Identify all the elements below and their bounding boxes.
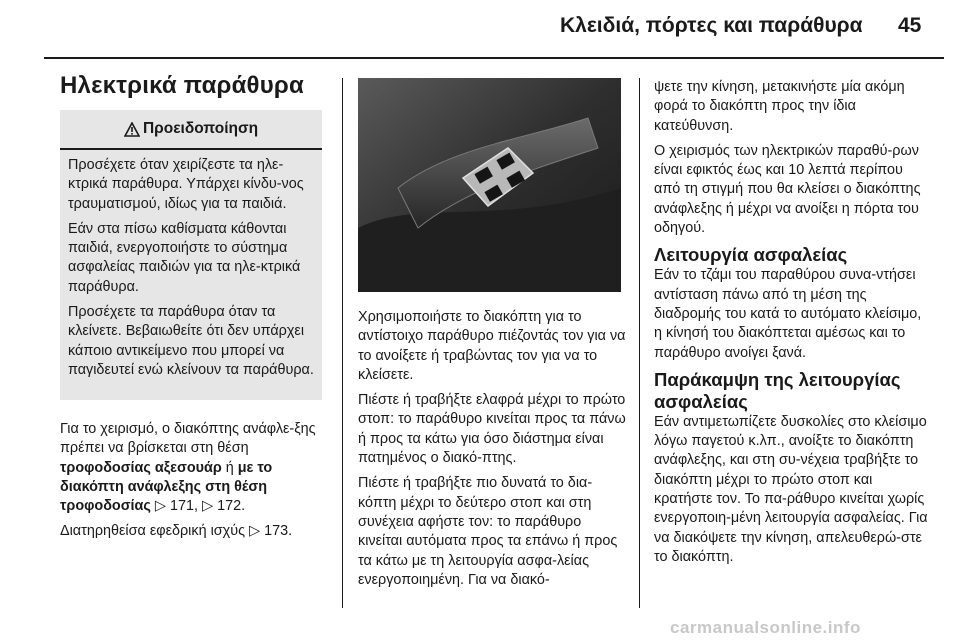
arrow-right-icon: ▷ [201, 498, 214, 515]
column-3-text [654, 78, 930, 573]
page-number: 45 [898, 14, 922, 37]
page-reference[interactable]: 173 [264, 523, 289, 540]
body-paragraph: Ο χειρισμός των ηλεκτρικών παραθύ-ρων είναι εφικτός έως και 10 λεπτά περίπου από τη στιγμή που θα κλείσει ο διακόπτης ανάφλεξης ή μέχρι να ανοίξει η πόρτα του οδηγού. [654, 142, 921, 237]
warning-heading-text: Προειδοποίηση [142, 120, 259, 137]
body-paragraph: ψετε την κίνηση, μετακινήστε μία ακόμη φορά το διακόπτη προς την ίδια κατεύθυνση. [654, 79, 905, 134]
column-divider-2 [639, 78, 640, 608]
body-paragraph: Χρησιμοποιήστε το διακόπτη για το αντίστοιχο παράθυρο πιέζοντάς τον για να το ανοίξετε ή τραβώντας τον για να το κλείσετε. [358, 309, 626, 383]
warning-box [60, 110, 322, 400]
warning-triangle-icon [124, 122, 140, 137]
page-reference[interactable]: 171 [169, 498, 194, 515]
column-1-text [60, 420, 326, 548]
page-header-title: Κλειδιά, πόρτες και παράθυρα [560, 14, 863, 37]
warning-paragraph: Εάν στα πίσω καθίσματα κάθονται παιδιά, ενεργοποιήστε το σύστημα ασφαλείας παιδιών για τα ηλε-κτρικά παράθυρα. [68, 220, 301, 295]
body-paragraph: Εάν αντιμετωπίζετε δυσκολίες στο κλείσιμο λόγω παγετού κ.λπ., ανοίξτε το διακόπτη ανάφλεξης, και στη συ-νέχεια τραβήξτε το διακόπτη μέχρι το πρώτο στοπ και κρατήστε τον. Το πα-ράθυρο κινείται χωρίς ενεργοποιη-μένη λειτουργία ασφαλείας. Για να διακόψετε την κίνηση, απελευθερώ-στε το διακόπτη. [654, 413, 928, 565]
subheading-safety-function: Λειτουργία ασφαλείας [654, 244, 848, 266]
arrow-right-icon: ▷ [249, 523, 261, 540]
body-paragraph: Πιέστε ή τραβήξτε πιο δυνατά το δια-κόπτη μέχρι το δεύτερο στοπ και στη συνέχεια αφήστε τον: το παράθυρο κινείται αυτόματα προς τα επάνω ή προς τα κάτω με τη λειτουργία ασφα-λείας ενεργοποιημένη. Για να διακό- [358, 475, 618, 588]
subheading-override-safety: Παράκαμψη της λειτουργίας ασφαλείας [654, 368, 901, 412]
column-divider-1 [342, 78, 343, 608]
section-title: Ηλεκτρικά παράθυρα [60, 72, 304, 99]
window-switch-photo [358, 78, 621, 292]
ignition-on-term: με το διακόπτη ανάφλεξης στη θέση τροφοδοσίας [60, 459, 273, 515]
body-paragraph: Πιέστε ή τραβήξτε ελαφρά μέχρι το πρώτο στοπ: το παράθυρο κινείται προς τα πάνω ή προς τα κάτω για όσο διάστημα είναι πατημένος ο διακό-πτης. [358, 392, 626, 467]
retained-power-paragraph: Διατηρηθείσα εφεδρική ισχύς ▷ 173. [60, 523, 293, 540]
arrow-right-icon: ▷ [154, 498, 166, 515]
body-paragraph: Εάν το τζάμι του παραθύρου συνα-ντήσει αντίσταση πάνω από τη μέση της διαδρομής του κατά το αυτόματο κλείσιμο, η κίνησή του διακόπτεται αμέσως και το παράθυρο ανοίγει ξανά. [654, 267, 922, 361]
warning-paragraph: Προσέχετε όταν χειρίζεστε τα ηλε-κτρικά παράθυρα. Υπάρχει κίνδυ-νος τραυματισμού, ιδίως για τα παιδιά. [68, 157, 304, 212]
ignition-paragraph: Για το χειρισμό, ο διακόπτης ανάφλε-ξης πρέπει να βρίσκεται στη θέση τροφοδοσίας αξεσουάρ ή με το διακόπτη ανάφλεξης στη θέση τροφοδοσίας ▷ 171, ▷ 172. [60, 421, 316, 515]
accessory-position-term: τροφοδοσίας αξεσουάρ [60, 459, 222, 476]
warning-body [60, 150, 322, 380]
page-reference[interactable]: 172 [217, 498, 242, 515]
header-rule [44, 57, 944, 59]
warning-heading [60, 110, 322, 150]
warning-paragraph: Προσέχετε τα παράθυρα όταν τα κλείνετε. Βεβαιωθείτε ότι δεν υπάρχει κάποιο αντικείμενο που μπορεί να παγιδευτεί ενώ κλείνουν τα παράθυρα. [68, 304, 314, 378]
watermark: carmanualsonline.info [670, 618, 861, 637]
column-2-text [358, 308, 626, 596]
